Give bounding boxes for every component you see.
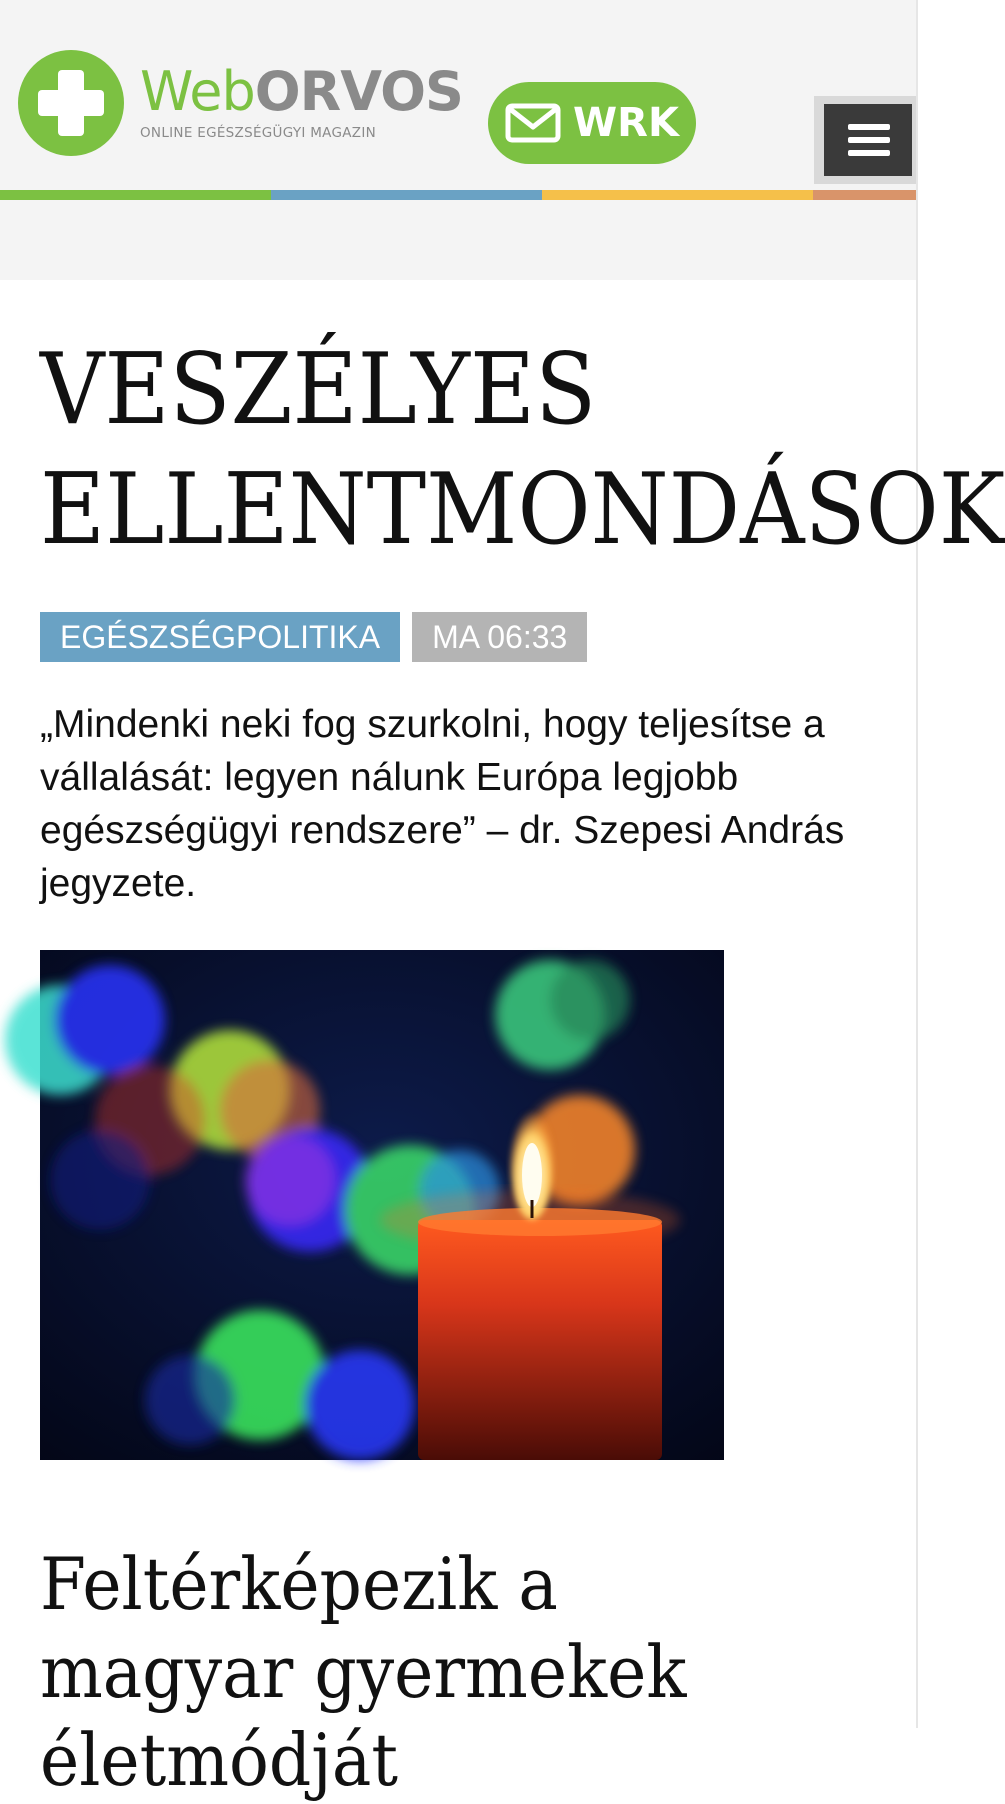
logo-title xyxy=(140,60,463,123)
candle-bokeh-photo xyxy=(40,950,724,1460)
category-badge[interactable]: EGÉSZSÉGPOLITIKA xyxy=(40,612,400,662)
wrk-label: WRK xyxy=(573,100,679,146)
strip-blue xyxy=(271,190,542,200)
logo-tagline: ONLINE EGÉSZSÉGÜGYI MAGAZIN xyxy=(140,125,377,141)
article-meta xyxy=(40,612,587,662)
menu-button[interactable] xyxy=(814,96,916,184)
timestamp-badge: MA 06:33 xyxy=(412,612,587,662)
article-title-line-1: VESZÉLYES xyxy=(40,333,597,447)
article-title-line-2: ELLENTMONDÁSOK xyxy=(40,453,1005,567)
strip-orange xyxy=(813,190,916,200)
strip-yellow xyxy=(542,190,813,200)
strip-green xyxy=(0,190,271,200)
article-title[interactable] xyxy=(40,330,1005,570)
hamburger-menu-icon xyxy=(824,104,912,176)
logo-wordmark xyxy=(140,60,463,141)
article-lead: „Mindenki neki fog szurkolni, hogy teljesítse a vállalását: legyen nálunk Európa legjobb egészségügyi rendszere” – dr. Szepesi András jegyzete. xyxy=(40,703,845,905)
site-header xyxy=(0,0,916,280)
next-article-title[interactable]: Feltérképezik a magyar gyermekek életmódját xyxy=(40,1542,687,1802)
logo-word-web: Web xyxy=(140,60,255,123)
logo-word-orvos: ORVOS xyxy=(254,60,463,123)
header-color-strip xyxy=(0,190,916,200)
plus-cross-icon xyxy=(18,50,124,156)
article-image[interactable] xyxy=(40,950,724,1460)
envelope-icon xyxy=(505,103,561,143)
site-logo[interactable] xyxy=(18,50,463,156)
wrk-button[interactable] xyxy=(488,82,696,164)
